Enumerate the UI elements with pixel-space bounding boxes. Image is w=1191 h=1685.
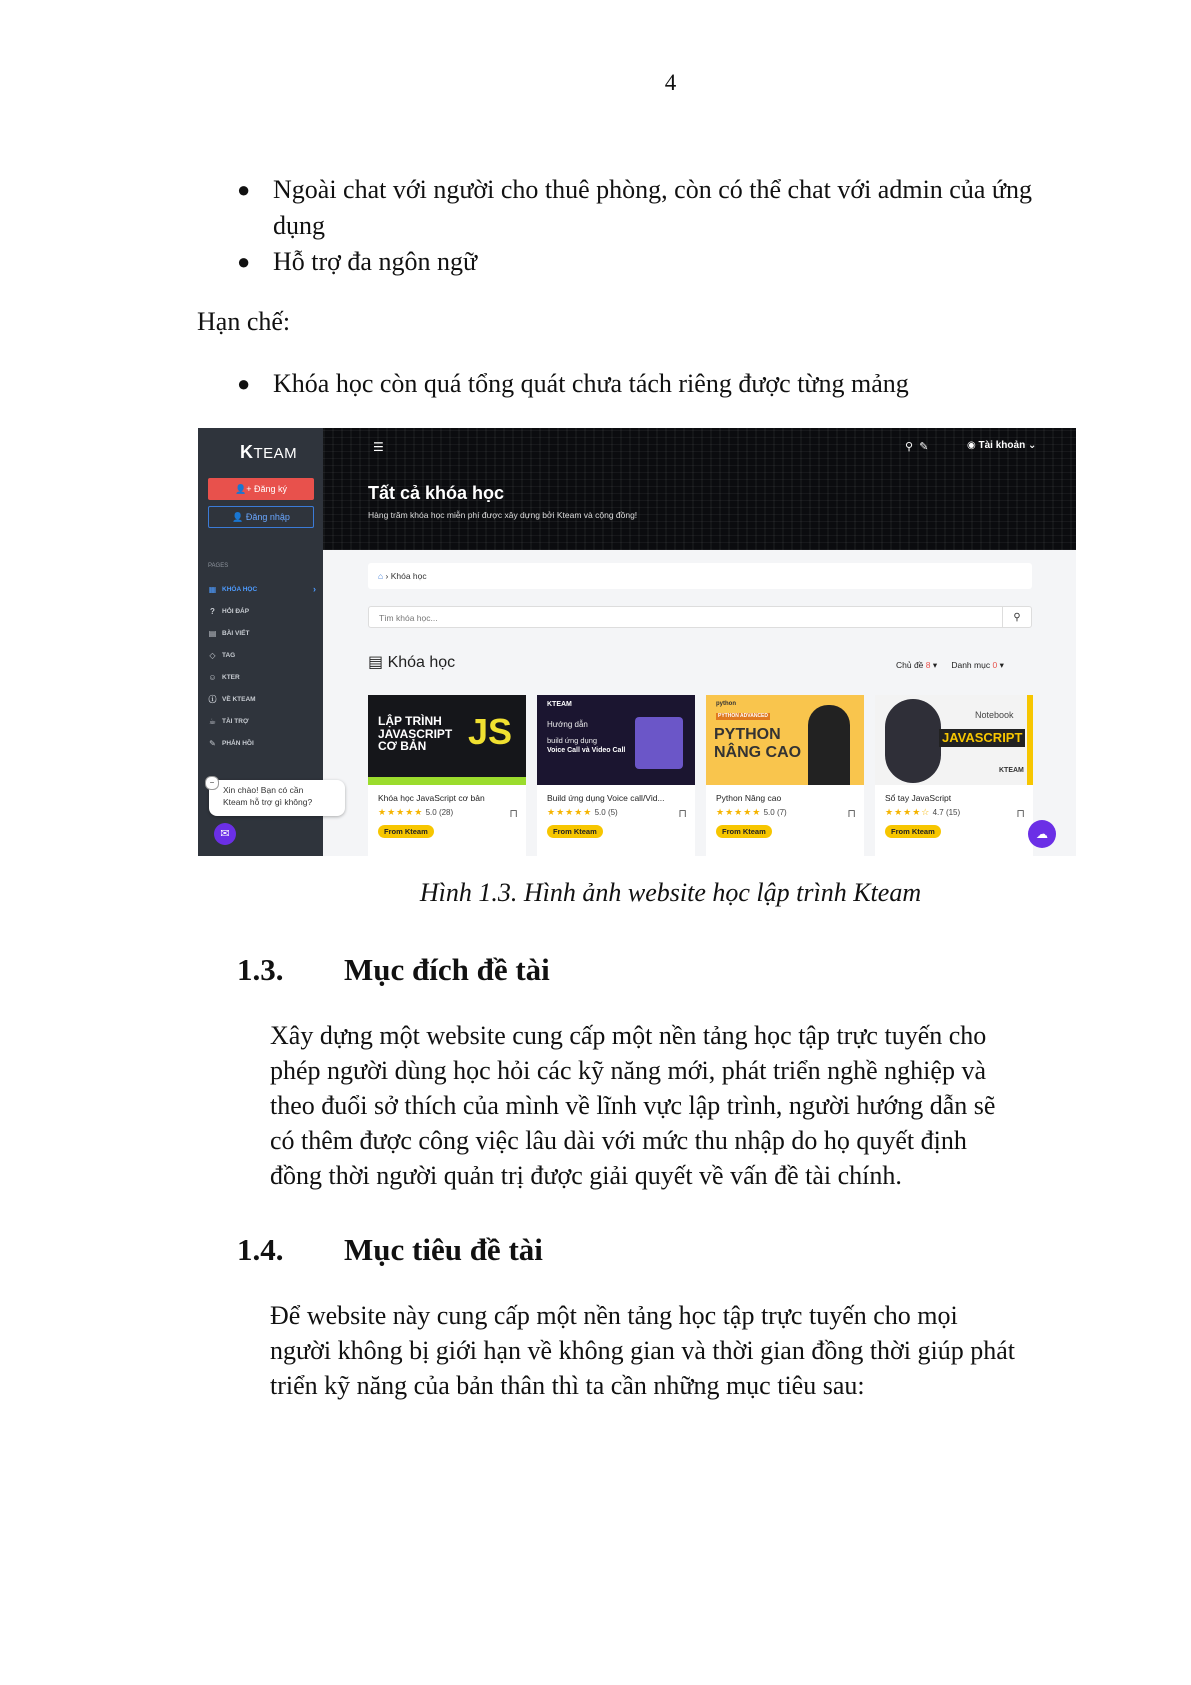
course-rating: ★★★★☆ 4.7 (15) [885, 807, 961, 817]
source-badge: From Kteam [547, 825, 603, 838]
bullet-icon: ● [237, 371, 251, 396]
section-heading-1-4: 1.4. Mục tiêu đề tài [237, 1232, 543, 1267]
info-icon: ⓘ [208, 694, 217, 704]
chat-greeting-bubble[interactable]: − Xin chào! Bạn có cần Kteam hỗ trợ gì không? [209, 780, 345, 816]
course-thumbnail: KTEAM Hướng dẫn build ứng dụng Voice Call và Video Call [537, 695, 695, 785]
book-icon: ▤ [368, 654, 388, 671]
search-icon[interactable]: ⚲ [905, 441, 914, 453]
category-filter[interactable]: Danh mục 0 ▾ [951, 660, 1004, 670]
source-badge: From Kteam [378, 825, 434, 838]
feedback-icon: ✎ [209, 738, 216, 748]
question-icon: ? [210, 606, 215, 616]
user-plus-icon: 👤+ [235, 484, 254, 494]
js-logo: JS [468, 711, 513, 752]
section-heading-1-3: 1.3. Mục đích đề tài [237, 952, 550, 987]
course-rating: ★★★★★ 5.0 (28) [378, 807, 454, 817]
python-logo: python [716, 701, 736, 707]
section-title: ▤ Khóa học [368, 654, 456, 671]
chevron-down-icon: ⌄ [1025, 440, 1037, 451]
course-thumbnail: LẬP TRÌNH JAVASCRIPT CƠ BẢN JS [368, 695, 526, 785]
sidebar [198, 428, 323, 856]
register-button[interactable]: 👤+ Đăng ký [208, 478, 314, 500]
sidebar-item-hoi-dap[interactable]: ? HỎI ĐÁP [208, 600, 316, 622]
kteam-website-screenshot [198, 428, 1076, 856]
chat-support-icon[interactable]: ☁ [1028, 820, 1056, 848]
course-rating: ★★★★★ 5.0 (7) [716, 807, 787, 817]
course-card[interactable] [706, 695, 864, 856]
course-title[interactable]: Python Nâng cao [716, 793, 782, 803]
sidebar-item-khoa-hoc[interactable]: ▦ KHÓA HỌC › [208, 584, 316, 594]
bookmark-icon[interactable]: ⊓ [509, 808, 518, 820]
kteam-logo: KTEAM [999, 767, 1024, 774]
course-card[interactable] [537, 695, 695, 856]
course-grid [368, 695, 1032, 856]
list-item: ● Hỗ trợ đa ngôn ngữ [237, 244, 1067, 280]
course-title[interactable]: Sổ tay JavaScript [885, 793, 952, 803]
bookmark-icon[interactable]: ⊓ [1016, 808, 1025, 820]
pencil-icon[interactable]: ✎ [919, 441, 929, 453]
account-menu[interactable]: ◉ Tài khoản ⌄ [967, 440, 1037, 451]
limitations-label: Hạn chế: [197, 307, 291, 336]
chevron-right-icon: › [313, 584, 316, 594]
pages-label: PAGES [208, 563, 229, 569]
login-button[interactable]: 👤 Đăng nhập [208, 506, 314, 528]
page-number: 4 [664, 70, 677, 95]
course-card[interactable] [875, 695, 1033, 856]
search-input[interactable]: Tìm khóa học... ⚲ [368, 606, 1032, 628]
course-icon: ▦ [208, 584, 217, 594]
sidebar-item-ve-kteam[interactable]: ⓘ VỀ KTEAM [208, 694, 256, 704]
page-title: Tất cả khóa học [368, 483, 505, 503]
list-item: ● Ngoài chat với người cho thuê phòng, còn có thể chat với admin của ứng dụng [237, 172, 1067, 244]
bookmark-icon[interactable]: ⊓ [678, 808, 687, 820]
home-icon[interactable]: ⌂ [378, 571, 384, 581]
article-icon: ▤ [208, 628, 217, 638]
course-thumbnail: python PYTHON ADVANCED PYTHON NÂNG CAO [706, 695, 864, 785]
search-icon[interactable]: ⚲ [1002, 607, 1031, 627]
user-icon: 👤 [232, 512, 246, 522]
section-paragraph-1-3: Xây dựng một website cung cấp một nền tảng học tập trực tuyến cho phép người dùng học hỏi các kỹ năng mới, phát triển nghề nghiệp và theo đuổi sở thích của mình về lĩnh vực lập trình, người hướng dẫn sẽ có thêm được công việc lâu dài với mức thu nhập do họ quyết định đồng thời người quản trị được giải quyết về vấn đề tài chính. [270, 1021, 996, 1190]
header-icons [905, 440, 928, 453]
figure-caption: Hình 1.3. Hình ảnh website học lập trình Kteam [419, 878, 922, 907]
tag-icon: ◇ [209, 650, 216, 660]
sidebar-nav [208, 578, 316, 754]
source-badge: From Kteam [716, 825, 772, 838]
avatar: ◉ [967, 440, 979, 451]
coffee-icon: ☕ [208, 716, 217, 726]
bullet-icon: ● [237, 249, 251, 274]
course-thumbnail: Notebook JAVASCRIPT KTEAM [875, 695, 1033, 785]
sidebar-item-tai-tro[interactable]: ☕ TÀI TRỢ [208, 716, 249, 726]
messenger-icon[interactable]: ✉ [214, 823, 236, 845]
limitation-list [237, 366, 1067, 402]
source-badge: From Kteam [885, 825, 941, 838]
users-icon: ☺ [208, 672, 217, 682]
hero-banner [323, 428, 1076, 550]
filters [896, 660, 1004, 671]
kteam-logo: KTEAM [547, 701, 572, 708]
menu-icon[interactable]: ☰ [373, 440, 384, 454]
sidebar-item-phan-hoi[interactable]: ✎ PHẢN HỒI [209, 738, 254, 748]
bullet-icon: ● [237, 177, 251, 202]
feature-list [237, 172, 1067, 280]
sidebar-item-kter[interactable]: ☺ KTER [208, 672, 240, 682]
page-subtitle: Hàng trăm khóa học miễn phí được xây dựng bởi Kteam và cộng đồng! [368, 510, 638, 520]
close-icon[interactable]: − [205, 776, 219, 790]
course-title[interactable]: Khóa học JavaScript cơ bản [378, 793, 485, 803]
topic-filter[interactable]: Chủ đề 8 ▾ [896, 660, 938, 670]
course-title[interactable]: Build ứng dụng Voice call/Vid... [547, 793, 665, 803]
bookmark-icon[interactable]: ⊓ [847, 808, 856, 820]
course-rating: ★★★★★ 5.0 (5) [547, 807, 618, 817]
sidebar-item-tag[interactable]: ◇ TAG [209, 650, 236, 660]
section-paragraph-1-4: Để website này cung cấp một nền tảng học tập trực tuyến cho mọi người không bị giới hạn về không gian và thời gian đồng thời giúp phát triển kỹ năng của bản thân thì ta cần những mục tiêu sau: [270, 1301, 1016, 1400]
list-item: ● Khóa học còn quá tổng quát chưa tách riêng được từng mảng [237, 366, 1067, 402]
kteam-logo[interactable]: KTEAM [240, 442, 298, 462]
sidebar-item-bai-viet[interactable]: ▤ BÀI VIẾT [208, 628, 250, 638]
course-card[interactable] [368, 695, 526, 856]
breadcrumb: ⌂ › Khóa học [368, 563, 1032, 589]
